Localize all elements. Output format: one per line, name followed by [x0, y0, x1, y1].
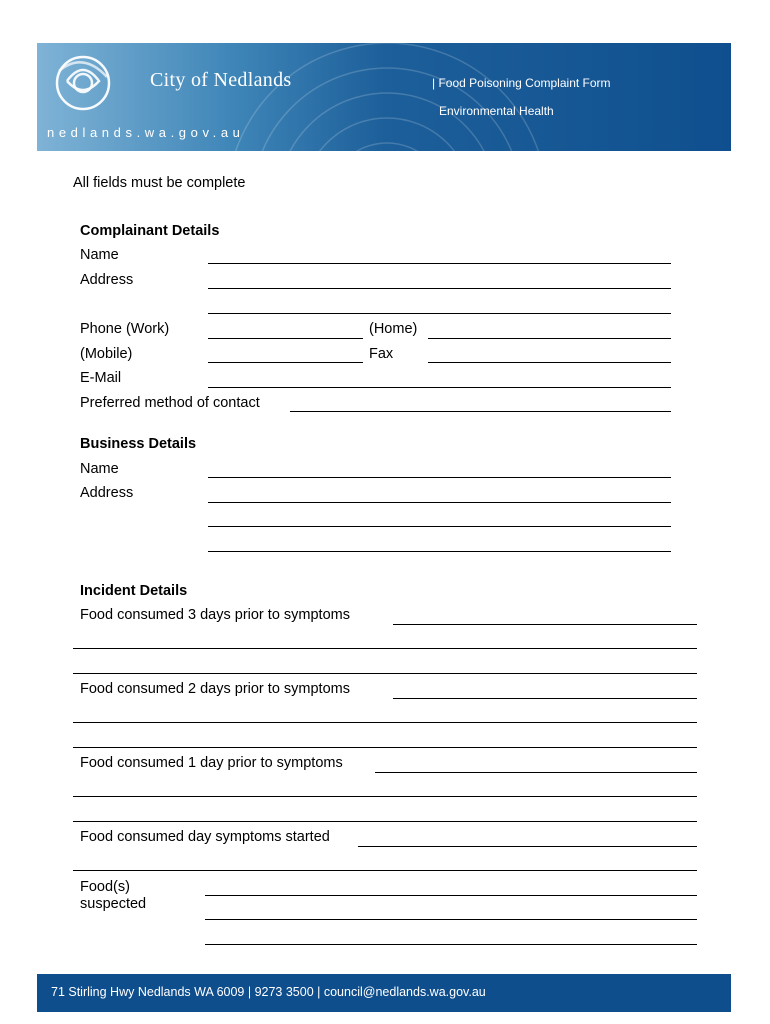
header-banner: [37, 43, 731, 151]
food-1-day-field-3[interactable]: [73, 821, 697, 822]
complainant-heading: Complainant Details: [80, 223, 220, 239]
org-name: City of Nedlands: [150, 69, 292, 91]
food-symptom-day-label: Food consumed day symptoms started: [80, 829, 330, 845]
complainant-address-label: Address: [80, 272, 134, 288]
email-field[interactable]: [208, 387, 671, 388]
footer-bar: [37, 974, 731, 1012]
business-address-field-3[interactable]: [208, 551, 671, 552]
footer-contact: 71 Stirling Hwy Nedlands WA 6009 | 9273 3500 | council@nedlands.wa.gov.au: [51, 985, 486, 999]
phone-work-label: Phone (Work): [80, 321, 170, 337]
department-name: Environmental Health: [439, 104, 554, 118]
fax-field[interactable]: [428, 362, 671, 363]
suspected-food-field-3[interactable]: [205, 944, 697, 945]
phone-home-field[interactable]: [428, 338, 671, 339]
food-3-days-label: Food consumed 3 days prior to symptoms: [80, 607, 350, 623]
phone-home-label: (Home): [369, 321, 418, 337]
food-2-days-field-3[interactable]: [73, 747, 697, 748]
form-title: | Food Poisoning Complaint Form: [432, 76, 611, 90]
business-name-label: Name: [80, 461, 119, 477]
website-url: nedlands.wa.gov.au: [47, 125, 245, 140]
suspected-food-label-line1: Food(s): [80, 879, 130, 895]
food-symptom-day-field-1[interactable]: [358, 846, 697, 847]
complainant-address-field-1[interactable]: [208, 288, 671, 289]
food-3-days-field-3[interactable]: [73, 673, 697, 674]
food-2-days-field-2[interactable]: [73, 722, 697, 723]
intro-note: All fields must be complete: [73, 175, 246, 191]
food-1-day-label: Food consumed 1 day prior to symptoms: [80, 755, 343, 771]
food-1-day-field-2[interactable]: [73, 796, 697, 797]
business-address-field-2[interactable]: [208, 526, 671, 527]
fax-label: Fax: [369, 346, 394, 362]
suspected-food-field-2[interactable]: [205, 919, 697, 920]
mobile-label: (Mobile): [80, 346, 133, 362]
food-2-days-field-1[interactable]: [393, 698, 697, 699]
business-heading: Business Details: [80, 436, 197, 452]
complainant-name-field[interactable]: [208, 263, 671, 264]
contact-method-field[interactable]: [290, 411, 671, 412]
food-symptom-day-field-2[interactable]: [73, 870, 697, 871]
contact-method-label: Preferred method of contact: [80, 395, 260, 411]
business-address-label: Address: [80, 485, 134, 501]
food-3-days-field-2[interactable]: [73, 648, 697, 649]
phone-work-field[interactable]: [208, 338, 363, 339]
business-address-field-1[interactable]: [208, 502, 671, 503]
suspected-food-label-line2: suspected: [80, 896, 147, 912]
suspected-food-field-1[interactable]: [205, 895, 697, 896]
food-3-days-field-1[interactable]: [393, 624, 697, 625]
incident-heading: Incident Details: [80, 583, 188, 599]
food-1-day-field-1[interactable]: [375, 772, 697, 773]
business-name-field[interactable]: [208, 477, 671, 478]
mobile-field[interactable]: [208, 362, 363, 363]
complainant-address-field-2[interactable]: [208, 313, 671, 314]
food-2-days-label: Food consumed 2 days prior to symptoms: [80, 681, 350, 697]
complainant-name-label: Name: [80, 247, 119, 263]
email-label: E-Mail: [80, 370, 122, 386]
